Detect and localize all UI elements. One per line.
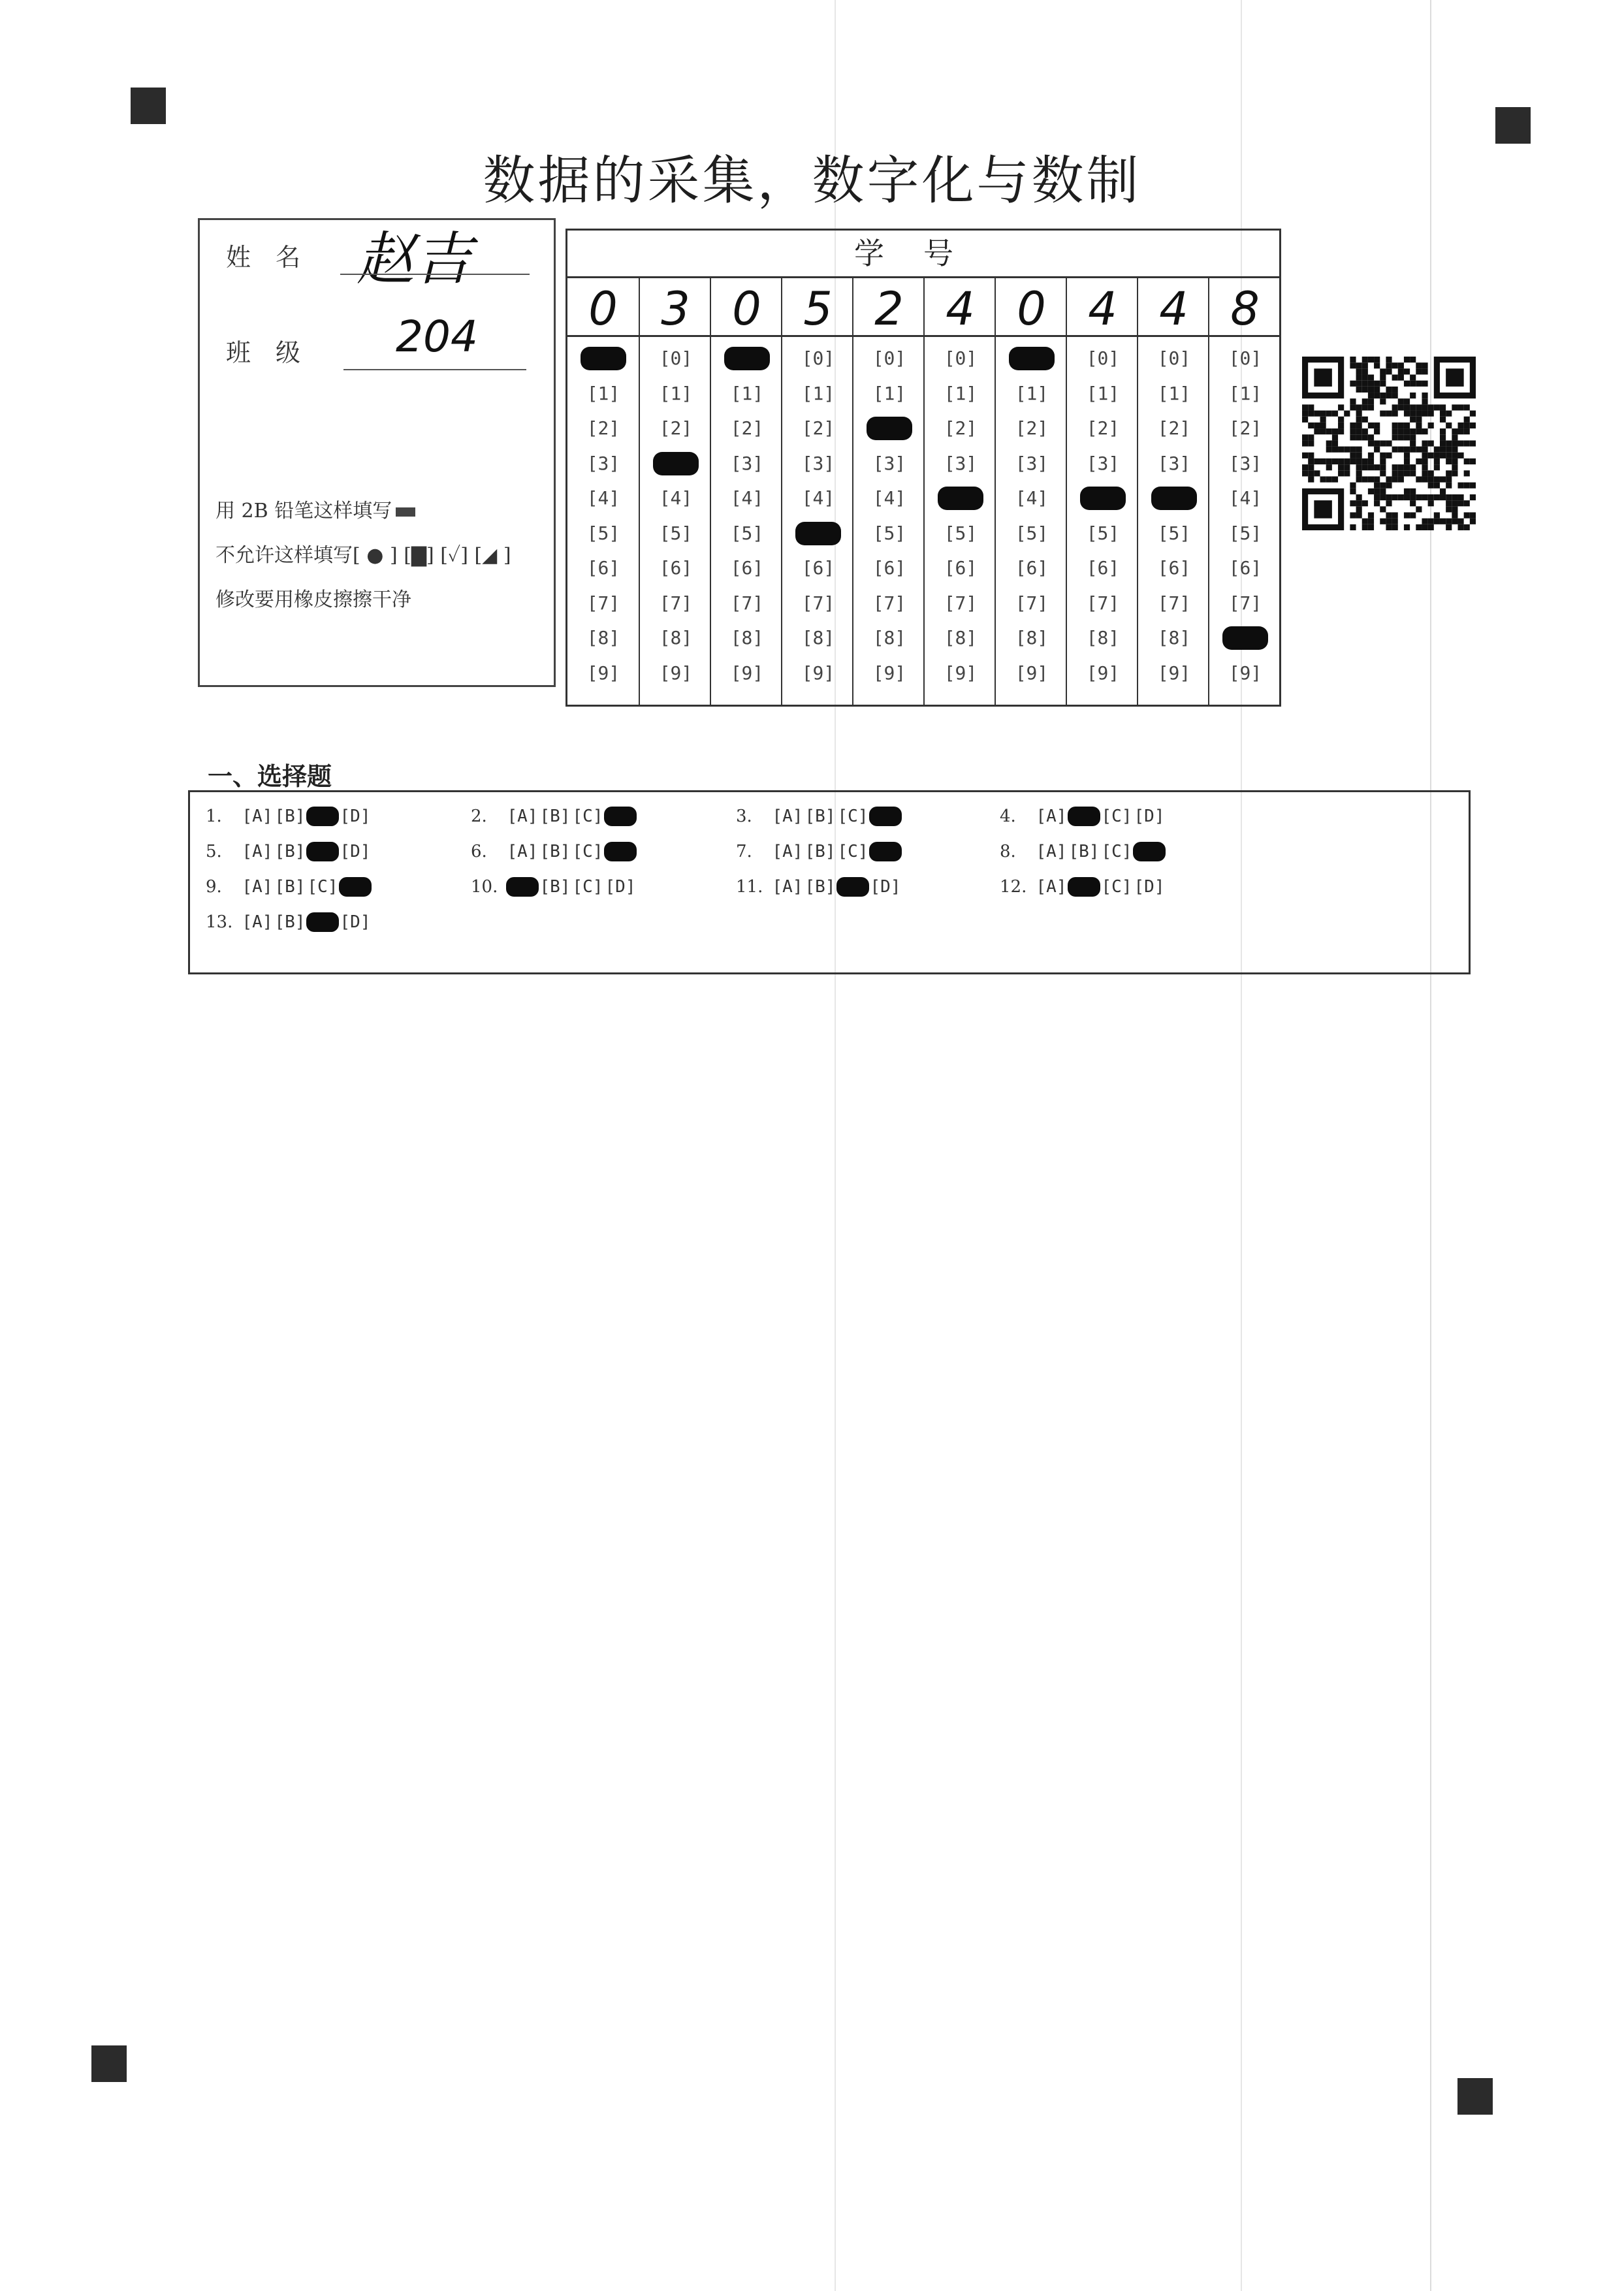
student-id-digit: 4 <box>1067 276 1138 337</box>
alignment-marker-bottom-right <box>1457 2078 1493 2115</box>
student-id-bubble[interactable]: [1] <box>801 382 835 404</box>
student-id-bubble[interactable] <box>1222 626 1268 650</box>
question-number: 4. <box>1000 807 1016 826</box>
student-id-bubble[interactable]: [9] <box>730 662 764 684</box>
student-id-bubble[interactable]: [7] <box>730 592 764 614</box>
instruction-erase: 修改要用橡皮擦擦干净 <box>215 588 411 611</box>
student-id-bubble[interactable]: [1] <box>659 382 693 404</box>
question-number: 5. <box>206 842 222 861</box>
student-id-digit: 2 <box>853 276 925 337</box>
student-id-bubble[interactable]: [4] <box>1015 487 1049 509</box>
student-id-bubble[interactable]: [6] <box>872 557 906 579</box>
student-id-bubble[interactable]: [5] <box>1157 522 1191 544</box>
student-id-bubble[interactable]: [2] <box>1157 417 1191 439</box>
answer-bubble[interactable] <box>869 807 902 826</box>
student-id-bubble[interactable] <box>867 417 912 440</box>
answer-bubble[interactable] <box>1133 842 1166 861</box>
answer-bubble[interactable]: [A] <box>772 842 803 861</box>
answer-bubble[interactable]: [C] <box>837 842 868 861</box>
student-id-bubble[interactable]: [8] <box>801 627 835 649</box>
question-number: 9. <box>206 877 222 897</box>
student-id-bubble[interactable]: [5] <box>1228 522 1262 544</box>
answer-bubble[interactable]: [B] <box>539 807 571 826</box>
answer-bubble[interactable]: [C] <box>1101 842 1132 861</box>
answer-area <box>188 790 1471 974</box>
question-number: 6. <box>471 842 487 861</box>
answer-bubble[interactable]: [B] <box>804 842 836 861</box>
student-id-bubble[interactable]: [0] <box>1086 347 1120 369</box>
answer-bubble[interactable] <box>869 842 902 861</box>
answer-bubble[interactable]: [B] <box>539 877 571 897</box>
answer-bubble[interactable]: [A] <box>772 807 803 826</box>
student-id-bubble[interactable]: [5] <box>659 522 693 544</box>
question-item <box>736 842 902 861</box>
student-id-bubble[interactable]: [3] <box>1157 452 1191 474</box>
question-item <box>471 877 637 897</box>
answer-bubble[interactable] <box>1068 877 1100 897</box>
student-id-bubble[interactable]: [2] <box>944 417 978 439</box>
answer-bubble[interactable]: [B] <box>274 842 306 861</box>
name-handwriting: 赵吉 <box>357 225 472 293</box>
student-id-bubble[interactable]: [8] <box>1086 627 1120 649</box>
student-id-column <box>995 276 1067 705</box>
answer-bubble[interactable]: [A] <box>772 877 803 897</box>
answer-bubble[interactable]: [A] <box>507 842 538 861</box>
student-id-digit: 5 <box>782 276 853 337</box>
question-item <box>1000 877 1166 897</box>
student-id-bubble[interactable]: [0] <box>659 347 693 369</box>
student-id-bubble[interactable]: [3] <box>1228 452 1262 474</box>
student-id-digit: 3 <box>640 276 711 337</box>
question-item <box>1000 807 1166 826</box>
question-item <box>206 807 372 826</box>
student-id-bubble[interactable]: [3] <box>586 452 620 474</box>
student-id-bubble[interactable]: [7] <box>1086 592 1120 614</box>
student-id-bubble[interactable]: [9] <box>872 662 906 684</box>
student-id-bubble[interactable]: [2] <box>659 417 693 439</box>
student-id-bubble[interactable]: [5] <box>730 522 764 544</box>
student-id-bubble[interactable]: [8] <box>872 627 906 649</box>
student-id-bubble[interactable]: [8] <box>730 627 764 649</box>
student-id-bubble[interactable]: [6] <box>1015 557 1049 579</box>
student-id-bubble[interactable]: [8] <box>659 627 693 649</box>
student-info-box <box>198 218 556 687</box>
student-id-bubble[interactable]: [1] <box>1228 382 1262 404</box>
student-id-digit: 0 <box>567 276 639 337</box>
student-id-bubble[interactable]: [3] <box>872 452 906 474</box>
student-id-bubble[interactable]: [6] <box>659 557 693 579</box>
answer-bubble[interactable]: [D] <box>605 877 636 897</box>
question-number: 11. <box>736 877 763 897</box>
answer-bubble[interactable]: [A] <box>242 807 273 826</box>
student-id-bubble[interactable]: [3] <box>801 452 835 474</box>
answer-bubble[interactable] <box>306 842 339 861</box>
student-id-bubble[interactable]: [2] <box>801 417 835 439</box>
question-number: 12. <box>1000 877 1027 897</box>
student-id-bubble[interactable]: [8] <box>1015 627 1049 649</box>
student-id-bubble[interactable]: [2] <box>1228 417 1262 439</box>
student-id-bubble[interactable]: [5] <box>944 522 978 544</box>
name-line <box>340 274 530 275</box>
student-id-bubble[interactable]: [0] <box>1228 347 1262 369</box>
student-id-bubble[interactable]: [6] <box>730 557 764 579</box>
answer-bubble[interactable]: [C] <box>572 842 603 861</box>
student-id-bubble[interactable]: [9] <box>1015 662 1049 684</box>
answer-bubble[interactable]: [A] <box>242 877 273 897</box>
student-id-column <box>710 276 782 705</box>
answer-bubble[interactable] <box>1068 807 1100 826</box>
student-id-bubble[interactable]: [6] <box>801 557 835 579</box>
question-number: 1. <box>206 807 222 826</box>
answer-bubble[interactable]: [C] <box>307 877 338 897</box>
question-item <box>471 807 637 826</box>
answer-bubble[interactable]: [B] <box>274 877 306 897</box>
student-id-bubble[interactable]: [7] <box>1228 592 1262 614</box>
student-id-bubble[interactable]: [9] <box>944 662 978 684</box>
student-id-bubble[interactable]: [7] <box>872 592 906 614</box>
student-id-bubble[interactable]: [1] <box>1015 382 1049 404</box>
class-handwriting: 204 <box>396 312 478 362</box>
answer-bubble[interactable]: [D] <box>340 807 371 826</box>
answer-bubble[interactable]: [B] <box>804 877 836 897</box>
question-item <box>206 842 372 861</box>
student-id-bubble[interactable]: [1] <box>944 382 978 404</box>
student-id-bubble[interactable]: [9] <box>801 662 835 684</box>
qr-code <box>1302 355 1476 532</box>
answer-bubble[interactable]: [B] <box>274 807 306 826</box>
student-id-bubble[interactable]: [4] <box>872 487 906 509</box>
answer-bubble[interactable]: [A] <box>242 842 273 861</box>
student-id-column <box>567 276 639 705</box>
instruction-fill-correctly: 用 2B 铅笔这样填写 <box>215 494 415 523</box>
student-id-bubble[interactable]: [8] <box>1157 627 1191 649</box>
student-id-bubble[interactable] <box>724 347 770 370</box>
class-line <box>343 369 526 370</box>
student-id-bubble[interactable]: [5] <box>1086 522 1120 544</box>
student-id-bubble[interactable]: [0] <box>944 347 978 369</box>
answer-bubble[interactable]: [D] <box>870 877 901 897</box>
student-id-bubble[interactable]: [1] <box>872 382 906 404</box>
student-id-bubble[interactable] <box>938 487 983 510</box>
student-id-bubble[interactable]: [6] <box>1228 557 1262 579</box>
class-label: 班 级 <box>226 338 301 367</box>
student-id-bubble[interactable]: [3] <box>1086 452 1120 474</box>
student-id-column <box>781 276 853 705</box>
student-id-bubble[interactable]: [3] <box>944 452 978 474</box>
sheet-title: 数据的采集，数字化与数制 <box>483 150 1141 211</box>
student-id-bubble[interactable]: [9] <box>586 662 620 684</box>
student-id-bubble[interactable]: [9] <box>1228 662 1262 684</box>
answer-bubble[interactable] <box>506 877 539 897</box>
instruction-fill-wrong: 不允许这样填写[ ● ] [▇] [✓] [◢ ] <box>215 544 511 567</box>
answer-bubble[interactable]: [C] <box>572 877 603 897</box>
student-id-bubble[interactable]: [2] <box>1086 417 1120 439</box>
student-id-digit: 4 <box>1138 276 1209 337</box>
question-item <box>471 842 637 861</box>
student-id-bubble[interactable] <box>581 347 626 370</box>
student-id-bubble[interactable]: [6] <box>944 557 978 579</box>
student-id-bubble[interactable]: [2] <box>1015 417 1049 439</box>
student-id-bubble[interactable] <box>1009 347 1055 370</box>
student-id-grid <box>565 229 1281 707</box>
student-id-bubble[interactable]: [1] <box>586 382 620 404</box>
answer-bubble[interactable]: [A] <box>1036 877 1067 897</box>
answer-bubble[interactable]: [A] <box>1036 807 1067 826</box>
alignment-marker-bottom-left <box>91 2045 127 2082</box>
answer-bubble[interactable]: [A] <box>507 807 538 826</box>
answer-bubble[interactable]: [B] <box>539 842 571 861</box>
student-id-bubble[interactable]: [0] <box>1157 347 1191 369</box>
student-id-digit: 4 <box>925 276 996 337</box>
student-id-bubble[interactable]: [5] <box>586 522 620 544</box>
answer-bubble[interactable] <box>306 807 339 826</box>
question-item <box>736 807 902 826</box>
student-id-bubble[interactable]: [3] <box>730 452 764 474</box>
name-label: 姓 名 <box>226 243 301 272</box>
question-number: 3. <box>736 807 752 826</box>
student-id-bubble[interactable]: [2] <box>730 417 764 439</box>
answer-bubble[interactable] <box>836 877 869 897</box>
answer-bubble[interactable]: [C] <box>837 807 868 826</box>
student-id-bubble[interactable]: [8] <box>586 627 620 649</box>
student-id-bubble[interactable]: [1] <box>730 382 764 404</box>
student-id-column <box>639 276 711 705</box>
student-id-bubble[interactable]: [4] <box>801 487 835 509</box>
example-fill-icon <box>396 507 415 517</box>
answer-bubble[interactable] <box>339 877 372 897</box>
answer-bubble[interactable] <box>604 807 637 826</box>
question-item <box>206 912 372 932</box>
answer-bubble[interactable]: [C] <box>1101 807 1132 826</box>
answer-bubble[interactable]: [B] <box>1068 842 1100 861</box>
student-id-bubble[interactable]: [7] <box>1157 592 1191 614</box>
answer-bubble[interactable]: [C] <box>1101 877 1132 897</box>
student-id-bubble[interactable]: [6] <box>1157 557 1191 579</box>
question-item <box>206 877 372 897</box>
student-id-bubble[interactable]: [4] <box>586 487 620 509</box>
student-id-bubble[interactable] <box>1151 487 1197 510</box>
student-id-column <box>1208 276 1281 705</box>
question-number: 2. <box>471 807 487 826</box>
student-id-bubble[interactable] <box>653 452 699 475</box>
answer-bubble[interactable] <box>306 912 339 932</box>
student-id-bubble[interactable] <box>795 522 841 545</box>
student-id-bubble[interactable]: [1] <box>1086 382 1120 404</box>
student-id-column <box>1137 276 1209 705</box>
student-id-bubble[interactable] <box>1080 487 1126 510</box>
answer-bubble[interactable]: [A] <box>242 912 273 932</box>
answer-bubble[interactable]: [D] <box>1134 877 1165 897</box>
student-id-column <box>923 276 996 705</box>
student-id-bubble[interactable]: [7] <box>801 592 835 614</box>
section-title-choice: 一、选择题 <box>208 762 332 791</box>
student-id-digit: 0 <box>996 276 1067 337</box>
question-item <box>1000 842 1166 861</box>
student-id-bubble[interactable]: [4] <box>659 487 693 509</box>
answer-bubble[interactable]: [B] <box>804 807 836 826</box>
student-id-bubble[interactable]: [7] <box>944 592 978 614</box>
student-id-bubble[interactable]: [5] <box>1015 522 1049 544</box>
student-id-bubble[interactable]: [4] <box>730 487 764 509</box>
student-id-bubble[interactable]: [2] <box>586 417 620 439</box>
student-id-bubble[interactable]: [0] <box>872 347 906 369</box>
student-id-column <box>852 276 925 705</box>
student-id-header: 学号 <box>567 231 1279 278</box>
student-id-bubble[interactable]: [7] <box>1015 592 1049 614</box>
student-id-digit: 8 <box>1209 276 1281 337</box>
student-id-digit: 0 <box>711 276 782 337</box>
student-id-column <box>1066 276 1138 705</box>
answer-bubble[interactable]: [D] <box>1134 807 1165 826</box>
scan-line <box>1430 0 1431 2291</box>
student-id-bubble[interactable]: [9] <box>659 662 693 684</box>
answer-bubble[interactable]: [C] <box>572 807 603 826</box>
student-id-bubble[interactable]: [6] <box>1086 557 1120 579</box>
question-number: 8. <box>1000 842 1016 861</box>
student-id-bubble[interactable]: [6] <box>586 557 620 579</box>
alignment-marker-top-left <box>131 88 166 124</box>
answer-bubble[interactable]: [D] <box>340 912 371 932</box>
question-number: 13. <box>206 912 233 932</box>
student-id-bubble[interactable]: [7] <box>586 592 620 614</box>
answer-bubble[interactable]: [D] <box>340 842 371 861</box>
question-item <box>736 877 902 897</box>
student-id-bubble[interactable]: [9] <box>1157 662 1191 684</box>
question-number: 7. <box>736 842 752 861</box>
question-number: 10. <box>471 877 498 897</box>
student-id-bubble[interactable]: [7] <box>659 592 693 614</box>
student-id-bubble[interactable]: [5] <box>872 522 906 544</box>
student-id-bubble[interactable]: [0] <box>801 347 835 369</box>
student-id-bubble[interactable]: [1] <box>1157 382 1191 404</box>
student-id-bubble[interactable]: [4] <box>1228 487 1262 509</box>
answer-bubble[interactable]: [A] <box>1036 842 1067 861</box>
student-id-bubble[interactable]: [8] <box>944 627 978 649</box>
student-id-bubble[interactable]: [9] <box>1086 662 1120 684</box>
answer-bubble[interactable] <box>604 842 637 861</box>
student-id-bubble[interactable]: [3] <box>1015 452 1049 474</box>
answer-bubble[interactable]: [B] <box>274 912 306 932</box>
